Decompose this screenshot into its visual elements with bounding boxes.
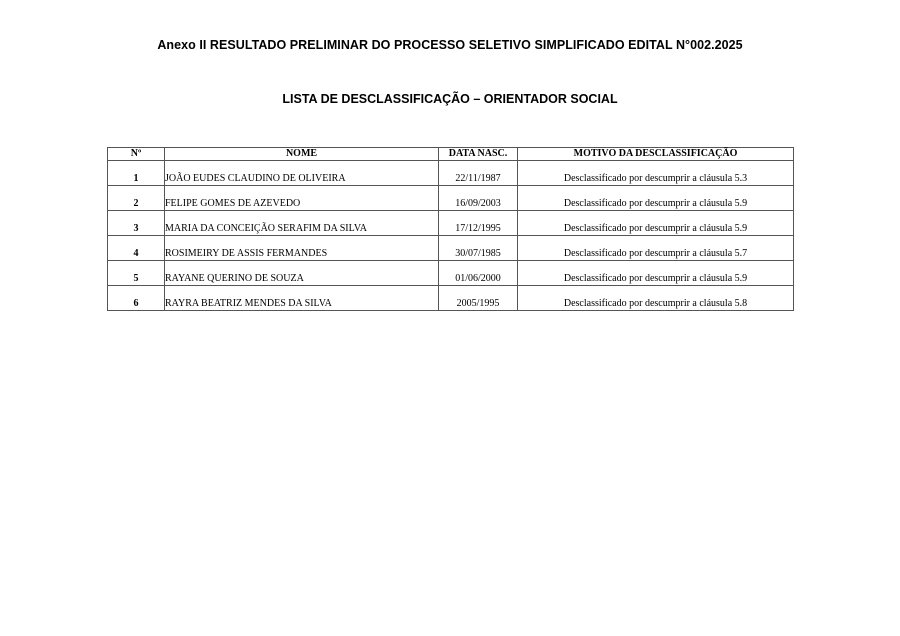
birth-date: 22/11/1987	[439, 161, 518, 186]
disqualification-reason: Desclassificado por descumprir a cláusula 5.7	[518, 236, 794, 261]
table-header-row	[108, 148, 794, 161]
candidate-name: MARIA DA CONCEIÇÃO SERAFIM DA SILVA	[165, 211, 439, 236]
header-name: NOME	[165, 148, 439, 161]
disqualification-reason: Desclassificado por descumprir a cláusula 5.8	[518, 286, 794, 311]
header-number: Nº	[108, 148, 165, 161]
table-row	[108, 211, 794, 236]
disqualification-reason: Desclassificado por descumprir a cláusula 5.9	[518, 186, 794, 211]
birth-date: 30/07/1985	[439, 236, 518, 261]
row-number: 1	[108, 161, 165, 186]
candidate-name: JOÃO EUDES CLAUDINO DE OLIVEIRA	[165, 161, 439, 186]
row-number: 3	[108, 211, 165, 236]
row-number: 5	[108, 261, 165, 286]
disqualification-table	[107, 147, 794, 311]
birth-date: 01/06/2000	[439, 261, 518, 286]
document-title: Anexo II RESULTADO PRELIMINAR DO PROCESSO SELETIVO SIMPLIFICADO EDITAL N°002.2025	[157, 38, 743, 52]
disqualification-reason: Desclassificado por descumprir a cláusula 5.9	[518, 261, 794, 286]
candidate-name: RAYANE QUERINO DE SOUZA	[165, 261, 439, 286]
birth-date: 16/09/2003	[439, 186, 518, 211]
disqualification-reason: Desclassificado por descumprir a cláusula 5.9	[518, 211, 794, 236]
candidate-name: FELIPE GOMES DE AZEVEDO	[165, 186, 439, 211]
row-number: 2	[108, 186, 165, 211]
header-reason: MOTIVO DA DESCLASSIFICAÇÃO	[518, 148, 794, 161]
list-subtitle: LISTA DE DESCLASSIFICAÇÃO – ORIENTADOR SOCIAL	[282, 92, 618, 106]
birth-date: 2005/1995	[439, 286, 518, 311]
table-row	[108, 286, 794, 311]
table-row	[108, 186, 794, 211]
table-row	[108, 161, 794, 186]
birth-date: 17/12/1995	[439, 211, 518, 236]
table-row	[108, 261, 794, 286]
row-number: 4	[108, 236, 165, 261]
row-number: 6	[108, 286, 165, 311]
header-birth-date: DATA NASC.	[439, 148, 518, 161]
table-row	[108, 236, 794, 261]
candidate-name: ROSIMEIRY DE ASSIS FERMANDES	[165, 236, 439, 261]
disqualification-reason: Desclassificado por descumprir a cláusula 5.3	[518, 161, 794, 186]
candidate-name: RAYRA BEATRIZ MENDES DA SILVA	[165, 286, 439, 311]
